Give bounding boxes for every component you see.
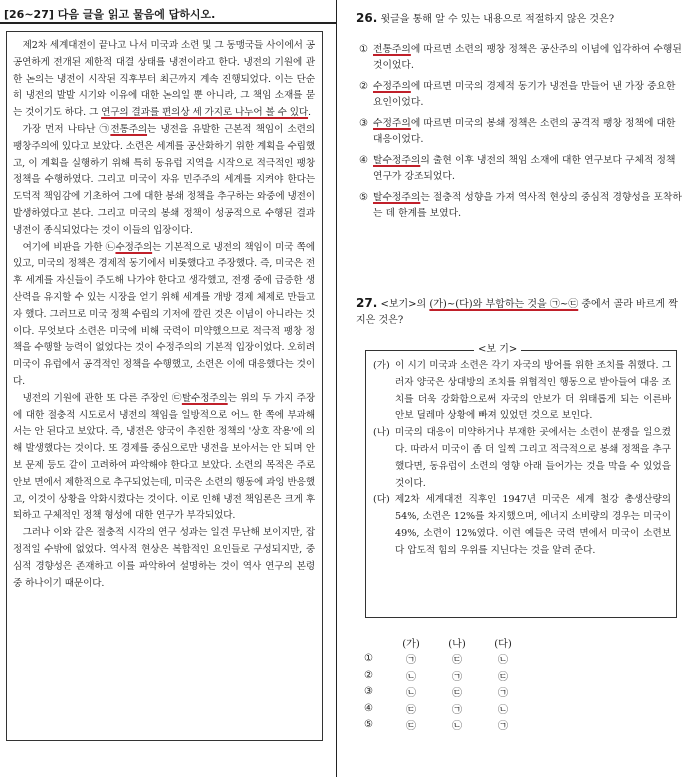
question-26 xyxy=(356,10,682,227)
bogi-item-na: (나) 미국의 대응이 미약하거나 부재한 곳에서는 소련이 분쟁을 일으켰다. 따라서 미국이 좀 더 일찍 그리고 적극적으로 봉쇄 정책을 추구했다면, 동유럽이 소련의 영향 아래 들어가는 것을 막을 수 있었을 것이다. xyxy=(373,427,671,489)
option-3[interactable]: ③ 수정주의에 따르면 미국의 봉쇄 정책은 소련의 공격적 팽창 정책에 대한 대응이었다. xyxy=(359,118,676,145)
choice-row-2[interactable]: ② ㉡ ㉠ ㉢ xyxy=(364,669,508,683)
passage-text xyxy=(13,38,315,592)
bogi-title: <보 기> xyxy=(474,343,521,357)
option-5[interactable]: ⑤ 탈수정주의는 절충적 성향을 가져 역사적 현상의 중심적 경향성을 포착하는 데 한계를 보였다. xyxy=(359,192,682,219)
column-divider xyxy=(336,0,337,777)
question-26-stem: 26. 윗글을 통해 알 수 있는 내용으로 적절하지 않은 것은? xyxy=(356,11,615,25)
option-2[interactable]: ② 수정주의에 따르면 미국의 경제적 동기가 냉전을 만들어 낸 가장 중요한 요인이었다. xyxy=(359,81,676,108)
choice-row-5[interactable]: ⑤ ㉢ ㉡ ㉠ xyxy=(364,719,508,733)
choice-header: (다) xyxy=(494,638,512,650)
term-traditionalism: 전통주의 xyxy=(110,123,148,135)
bogi-items xyxy=(373,358,671,560)
passage-paragraph-1: 제2차 세계대전이 끝나고 나서 미국과 소련 및 그 동맹국들 사이에서 공공연하게 전개된 제한적 대결 상태를 냉전이라고 한다. 냉전의 기원에 관한 논의는 냉전이 시작된 직후부터 최근까지 계속 진행되었다. 이는 단순히 냉전의 발발 시기와 이유에 대한 논의일 뿐 아니라, 그 책임 소재를 묻는 것이기도 하다. 그 연구의 결과를 편의상 세 가지로 나누어 볼 수 있다. xyxy=(13,40,315,119)
option-1[interactable]: ① 전통주의에 따르면 소련의 팽창 정책은 공산주의 이념에 입각하여 수행된 것이었다. xyxy=(359,44,682,71)
choice-header-row xyxy=(364,634,526,651)
marker-1: ㉠ xyxy=(99,123,111,135)
choice-header: (가) xyxy=(402,638,420,650)
passage-paragraph-4: 냉전의 기원에 관한 또 다른 주장인 ㉢탈수정주의는 위의 두 가지 주장에 대한 절충적 시도로서 냉전의 책임을 일방적으로 어느 한 쪽에 부과해서는 안 된다고 보았다. 즉, 냉전은 양국이 추진한 정책의 '상호 작용'에 의해 발생했다는 것이다. 또 경제를 중심으로만 냉전을 보아서는 안 되며 안보 문제 등도 같이 고려하여 파악해야 한다고 보았다. 소련의 목적은 주로 안보 면에서 제한적으로 추구되었는데, 미국은 소련의 행동에 과잉 반응했고, 이것이 상황을 악화시켰다는 것이다. 이로 인해 냉전 책임론은 크게 후퇴하고 구체적인 정책 형성에 대한 연구가 부각되었다. xyxy=(13,392,315,522)
underlined-phrase: 연구의 결과를 편의상 세 가지로 나누어 볼 수 있다 xyxy=(101,107,309,119)
passage-paragraph-2: 가장 먼저 나타난 ㉠전통주의는 냉전을 유발한 근본적 책임이 소련의 팽창주의에 있다고 보았다. 소련은 세계를 공산화하기 위한 계획을 수립했고, 이 계획을 실행하기 위해 특히 동유럽 지역을 시작으로 적극적인 팽창 정책을 수행하였다. 그리고 미국이 자유 민주주의 세계를 지켜야 한다는 도덕적 책임감에 기초하여 그에 대한 봉쇄 정책을 추구하는 와중에 냉전이 발생하였다고 본다. 그리고 미국의 봉쇄 정책이 성공적으로 수행된 결과 냉전이 종식되었다는 것이 이들의 입장이다. xyxy=(13,123,315,236)
question-26-options xyxy=(356,42,682,222)
passage-paragraph-5: 그러나 이와 같은 절충적 시각의 연구 성과는 일견 무난해 보이지만, 잡정적일 수밖에 없었다. 역사적 현상은 복합적인 요인들로 구성되지만, 중심적 경향성은 존재하고 이를 파악하여 설명하는 것이 역사 연구의 본령 중 하나이기 때문이다. xyxy=(13,527,315,589)
header-rule xyxy=(0,22,336,24)
question-27-number: 27. xyxy=(356,296,378,310)
choice-row-1[interactable]: ① ㉠ ㉢ ㉡ xyxy=(364,653,508,667)
question-27-underlined: (가)~(다)와 부합하는 것을 ㉠~㉢ xyxy=(429,299,579,310)
section-header: [26~27] 다음 글을 읽고 물음에 답하시오. xyxy=(4,8,216,21)
term-revisionism: 수정주의 xyxy=(115,241,153,253)
marker-3: ㉢ xyxy=(171,392,182,404)
choice-row-4[interactable]: ④ ㉢ ㉠ ㉡ xyxy=(364,702,508,716)
question-27-stem: 27. <보기>의 (가)~(다)와 부합하는 것을 ㉠~㉢ 중에서 골라 바르게 짝지은 것은? xyxy=(356,296,678,326)
question-27-choices xyxy=(364,634,526,733)
term-post-revisionism: 탈수정주의 xyxy=(181,392,228,404)
option-4[interactable]: ④ 탈수정주의의 출현 이후 냉전의 책임 소재에 대한 연구보다 구체적 정책 연구가 강조되었다. xyxy=(359,155,676,182)
passage-paragraph-3: 여기에 비판을 가한 ㉡수정주의는 기본적으로 냉전의 책임이 미국 쪽에 있고, 미국의 정책은 경제적 동기에서 비롯했다고 주장했다. 즉, 미국은 전후 세계를 자신들이 주도해 나가야 한다고 생각했고, 전쟁 중에 급증한 생산력을 유지할 수 있는 시장을 얻기 위해 세계를 개방 경제 체제로 만들고자 했다. 그러므로 미국 정책 수립의 기저에 깔린 것은 이념이 아니라는 것이다. 무엇보다 소련은 미국에 비해 국력이 미약했으므로 적극적 팽창 정책을 수행할 능력이 없었다는 것이 수정주의의 기본적 입장이었다. 오히려 미국이 유럽에서 공격적인 정책을 수행했고, 소련은 이에 대응했다는 것이다. xyxy=(13,241,315,387)
bogi-item-da: (다) 제2차 세계대전 직후인 1947년 미국은 세계 철강 총생산량의 54%, 소련은 12%를 차지했으며, 에너지 소비량의 경우는 미국이 49%, 소련이 12%였다. 이런 예들은 국력 면에서 미국이 소련보다 압도적 힘의 우위를 지닌다는 것을 알려 준다. xyxy=(373,494,671,556)
choice-row-3[interactable]: ③ ㉡ ㉢ ㉠ xyxy=(364,686,508,700)
question-26-number: 26. xyxy=(356,11,378,25)
choice-header: (나) xyxy=(448,638,466,650)
marker-2: ㉡ xyxy=(105,241,116,253)
bogi-item-ga: (가) 이 시기 미국과 소련은 각기 자국의 방어를 위한 조치를 취했다. 그러자 양국은 상대방의 조치를 위협적인 행동으로 받아들여 대응 조치를 더욱 강화함으로써 자국의 안보가 더 위태롭게 되는 이른바 안보 딜레마 상황에 빠져 있었던 것으로 보인다. xyxy=(373,360,671,422)
